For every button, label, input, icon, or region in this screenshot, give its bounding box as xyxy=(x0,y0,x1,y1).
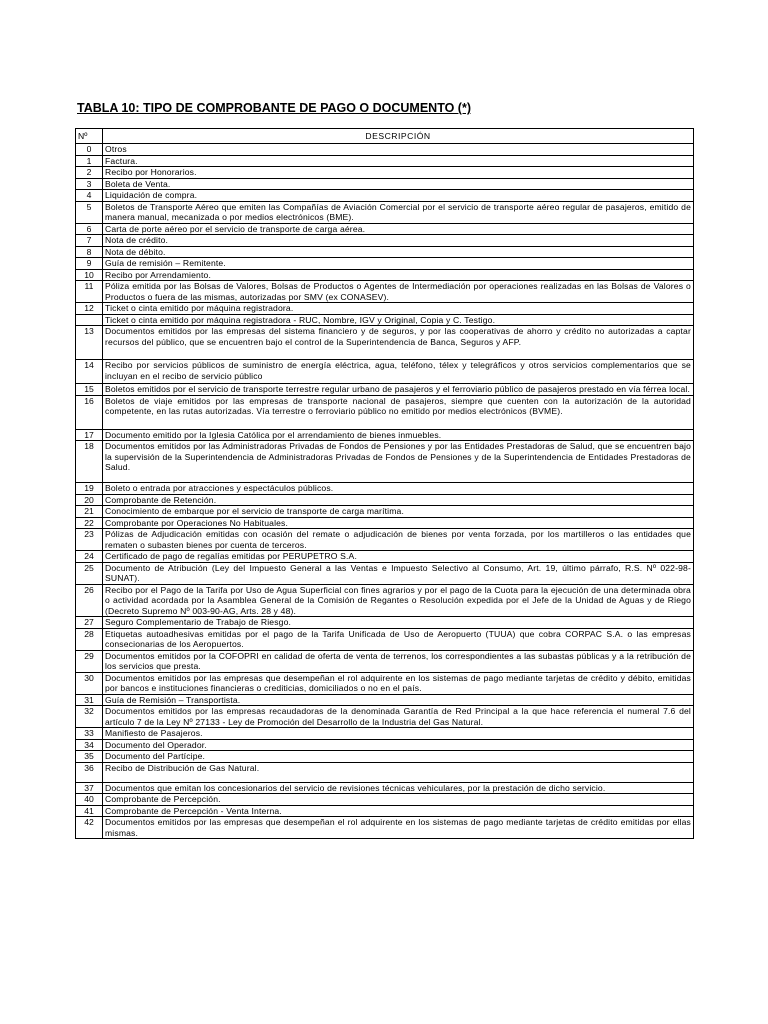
row-description: Documentos que emitan los concesionarios del servicio de revisiones técnicas vehiculares, por la prestación de dicho servicio. xyxy=(103,782,694,794)
table-row xyxy=(76,326,694,360)
row-description: Documentos emitidos por las empresas que desempeñan el rol adquirente en los sistemas de pago mediante tarjetas de crédito y débito, emitidas por bancos e instituciones financieras o crediticias, domiciliados o no en el país. xyxy=(103,672,694,694)
table-row xyxy=(76,201,694,223)
row-description: Comprobante de Percepción. xyxy=(103,794,694,806)
row-number: 22 xyxy=(76,517,103,529)
row-number: 16 xyxy=(76,395,103,429)
table-row xyxy=(76,429,694,441)
table-row xyxy=(76,728,694,740)
table-row xyxy=(76,794,694,806)
row-description: Documento del Partícipe. xyxy=(103,751,694,763)
table-row xyxy=(76,494,694,506)
row-description: Otros xyxy=(103,144,694,156)
table-row xyxy=(76,650,694,672)
table-row xyxy=(76,483,694,495)
row-description: Recibo por el Pago de la Tarifa por Uso de Agua Superficial con fines agrarios y por el pago de la Cuota para la ejecución de una determinada obra o actividad acordada por la Asamblea General de la Comisión de Regantes o Resolución expedida por el Jefe de la Unidad de Aguas y de Riego (Decreto Supremo Nº 003-90-AG, Arts. 28 y 48). xyxy=(103,584,694,617)
row-description: Factura. xyxy=(103,155,694,167)
row-number: 17 xyxy=(76,429,103,441)
table-row xyxy=(76,506,694,518)
row-number: 32 xyxy=(76,706,103,728)
row-description: Documentos emitidos por las Administradoras Privadas de Fondos de Pensiones y por las Entidades Prestadoras de Salud, que se encuentren bajo la supervisión de la Superintendencia de Administradoras Privadas de Fondos de Pensiones y de la Superintendencia de Entidades Prestadoras de Salud. xyxy=(103,441,694,483)
row-description: Nota de crédito. xyxy=(103,235,694,247)
row-number: 8 xyxy=(76,246,103,258)
row-number: 35 xyxy=(76,751,103,763)
table-row xyxy=(76,155,694,167)
row-number: 31 xyxy=(76,694,103,706)
row-number: 7 xyxy=(76,235,103,247)
table-row xyxy=(76,246,694,258)
row-description: Póliza emitida por las Bolsas de Valores, Bolsas de Productos o Agentes de Intermediación por operaciones realizadas en las Bolsas de Valores o Productos o fuera de las mismas, autorizadas por SMV (ex CONASEV). xyxy=(103,281,694,303)
row-number: 15 xyxy=(76,384,103,396)
table-row xyxy=(76,762,694,782)
table-row xyxy=(76,144,694,156)
row-number: 0 xyxy=(76,144,103,156)
table-row xyxy=(76,584,694,617)
row-description: Comprobante de Retención. xyxy=(103,494,694,506)
row-description: Ticket o cinta emitido por máquina registradora. xyxy=(103,303,694,315)
row-number: 20 xyxy=(76,494,103,506)
row-description: Ticket o cinta emitido por máquina registradora - RUC, Nombre, IGV y Original, Copia y C. Testigo. xyxy=(103,314,694,326)
row-number: 2 xyxy=(76,167,103,179)
row-number: 34 xyxy=(76,739,103,751)
row-number: 25 xyxy=(76,562,103,584)
row-number: 19 xyxy=(76,483,103,495)
table-row xyxy=(76,694,694,706)
row-description: Boletos de Transporte Aéreo que emiten las Compañías de Aviación Comercial por el servicio de transporte aéreo regular de pasajeros, emitido de manera manual, mecanizada o por medios electrónicos (BME). xyxy=(103,201,694,223)
row-description: Documentos emitidos por las empresas que desempeñan el rol adquirente en los sistemas de pago mediante tarjetas de crédito emitidas por ellas mismas. xyxy=(103,817,694,839)
row-description: Manifiesto de Pasajeros. xyxy=(103,728,694,740)
row-description: Comprobante por Operaciones No Habituales. xyxy=(103,517,694,529)
row-number: 11 xyxy=(76,281,103,303)
row-number: 27 xyxy=(76,617,103,629)
table-row xyxy=(76,190,694,202)
table-body xyxy=(76,144,694,839)
table-row xyxy=(76,360,694,384)
table-row xyxy=(76,706,694,728)
table-row xyxy=(76,517,694,529)
row-description: Pólizas de Adjudicación emitidas con ocasión del remate o adjudicación de bienes por venta forzada, por los martilleros o las entidades que rematen o subasten bienes por cuenta de terceros. xyxy=(103,529,694,551)
row-description: Recibo por Honorarios. xyxy=(103,167,694,179)
row-number: 6 xyxy=(76,223,103,235)
table-row xyxy=(76,751,694,763)
table-row xyxy=(76,782,694,794)
row-description: Documentos emitidos por las empresas recaudadoras de la denominada Garantía de Red Principal a la que hace referencia el numeral 7.6 del artículo 7 de la Ley Nº 27133 - Ley de Promoción del Desarrollo de la Industria del Gas Natural. xyxy=(103,706,694,728)
row-number: 37 xyxy=(76,782,103,794)
row-description: Boleta de Venta. xyxy=(103,178,694,190)
row-number: 23 xyxy=(76,529,103,551)
row-description: Nota de débito. xyxy=(103,246,694,258)
row-number: 1 xyxy=(76,155,103,167)
row-description: Boletos de viaje emitidos por las empresas de transporte nacional de pasajeros, siempre que cuenten con la autorización de la autoridad competente, en las rutas autorizadas. Vía terrestre o ferroviario público no emitido por medios electrónicos (BVME). xyxy=(103,395,694,429)
row-description: Etiquetas autoadhesivas emitidas por el pago de la Tarifa Unificada de Uso de Aeropuerto (TUUA) que cobra CORPAC S.A. o las empresas consecionarias de los Aeropuertos. xyxy=(103,628,694,650)
table-row xyxy=(76,303,694,315)
row-number: 41 xyxy=(76,805,103,817)
row-description: Recibo por servicios públicos de suministro de energía eléctrica, agua, teléfono, télex y telegráficos y otros servicios complementarios que se incluyan en el recibo de servicio público xyxy=(103,360,694,384)
row-number: 36 xyxy=(76,762,103,782)
table-row xyxy=(76,562,694,584)
table-row xyxy=(76,269,694,281)
table-row xyxy=(76,441,694,483)
table-row xyxy=(76,223,694,235)
row-number: 40 xyxy=(76,794,103,806)
table-row xyxy=(76,817,694,839)
row-description: Documento del Operador. xyxy=(103,739,694,751)
table-row xyxy=(76,395,694,429)
table-row xyxy=(76,314,694,326)
table-row xyxy=(76,258,694,270)
row-number: 28 xyxy=(76,628,103,650)
row-number: 33 xyxy=(76,728,103,740)
table-row xyxy=(76,628,694,650)
table-row xyxy=(76,235,694,247)
table-row xyxy=(76,617,694,629)
table-row xyxy=(76,672,694,694)
document-type-table xyxy=(75,128,694,839)
document-title: TABLA 10: TIPO DE COMPROBANTE DE PAGO O DOCUMENTO (*) xyxy=(77,101,471,115)
header-number: Nº xyxy=(76,129,103,144)
row-description: Recibo por Arrendamiento. xyxy=(103,269,694,281)
row-number: 29 xyxy=(76,650,103,672)
row-number: 12 xyxy=(76,303,103,315)
row-number: 30 xyxy=(76,672,103,694)
row-description: Boletos emitidos por el servicio de transporte terrestre regular urbano de pasajeros y el ferroviario público de pasajeros prestado en vía férrea local. xyxy=(103,384,694,396)
row-number xyxy=(76,314,103,326)
row-number: 14 xyxy=(76,360,103,384)
row-description: Guía de Remisión – Transportista. xyxy=(103,694,694,706)
row-description: Certificado de pago de regalías emitidas por PERUPETRO S.A. xyxy=(103,551,694,563)
row-number: 21 xyxy=(76,506,103,518)
row-number: 10 xyxy=(76,269,103,281)
row-number: 13 xyxy=(76,326,103,360)
row-description: Comprobante de Percepción - Venta Interna. xyxy=(103,805,694,817)
table-row xyxy=(76,739,694,751)
row-description: Conocimiento de embarque por el servicio de transporte de carga marítima. xyxy=(103,506,694,518)
row-description: Documentos emitidos por las empresas del sistema financiero y de seguros, y por las cooperativas de ahorro y crédito no autorizadas a captar recursos del público, que se encuentren bajo el control de la Superintendencia de Banca, Seguros y AFP. xyxy=(103,326,694,360)
row-number: 9 xyxy=(76,258,103,270)
row-description: Documentos emitidos por la COFOPRI en calidad de oferta de venta de terrenos, los correspondientes a las subastas públicas y a la retribución de los servicios que presta. xyxy=(103,650,694,672)
table-row xyxy=(76,384,694,396)
table-row xyxy=(76,551,694,563)
row-description: Boleto o entrada por atracciones y espectáculos públicos. xyxy=(103,483,694,495)
row-number: 18 xyxy=(76,441,103,483)
table-row xyxy=(76,178,694,190)
row-number: 4 xyxy=(76,190,103,202)
table-header-row xyxy=(76,129,694,144)
row-description: Documento emitido por la Iglesia Católica por el arrendamiento de bienes inmuebles. xyxy=(103,429,694,441)
row-number: 26 xyxy=(76,584,103,617)
row-number: 5 xyxy=(76,201,103,223)
row-description: Seguro Complementario de Trabajo de Riesgo. xyxy=(103,617,694,629)
row-description: Documento de Atribución (Ley del Impuesto General a las Ventas e Impuesto Selectivo al Consumo, Art. 19, último párrafo, R.S. Nº 022-98- SUNAT). xyxy=(103,562,694,584)
row-description: Recibo de Distribución de Gas Natural. xyxy=(103,762,694,782)
row-description: Liquidación de compra. xyxy=(103,190,694,202)
row-number: 42 xyxy=(76,817,103,839)
header-description: DESCRIPCIÓN xyxy=(103,129,694,144)
row-description: Guía de remisión – Remitente. xyxy=(103,258,694,270)
table-row xyxy=(76,805,694,817)
table-row xyxy=(76,167,694,179)
row-number: 3 xyxy=(76,178,103,190)
row-number: 24 xyxy=(76,551,103,563)
table-row xyxy=(76,281,694,303)
table-row xyxy=(76,529,694,551)
row-description: Carta de porte aéreo por el servicio de transporte de carga aérea. xyxy=(103,223,694,235)
